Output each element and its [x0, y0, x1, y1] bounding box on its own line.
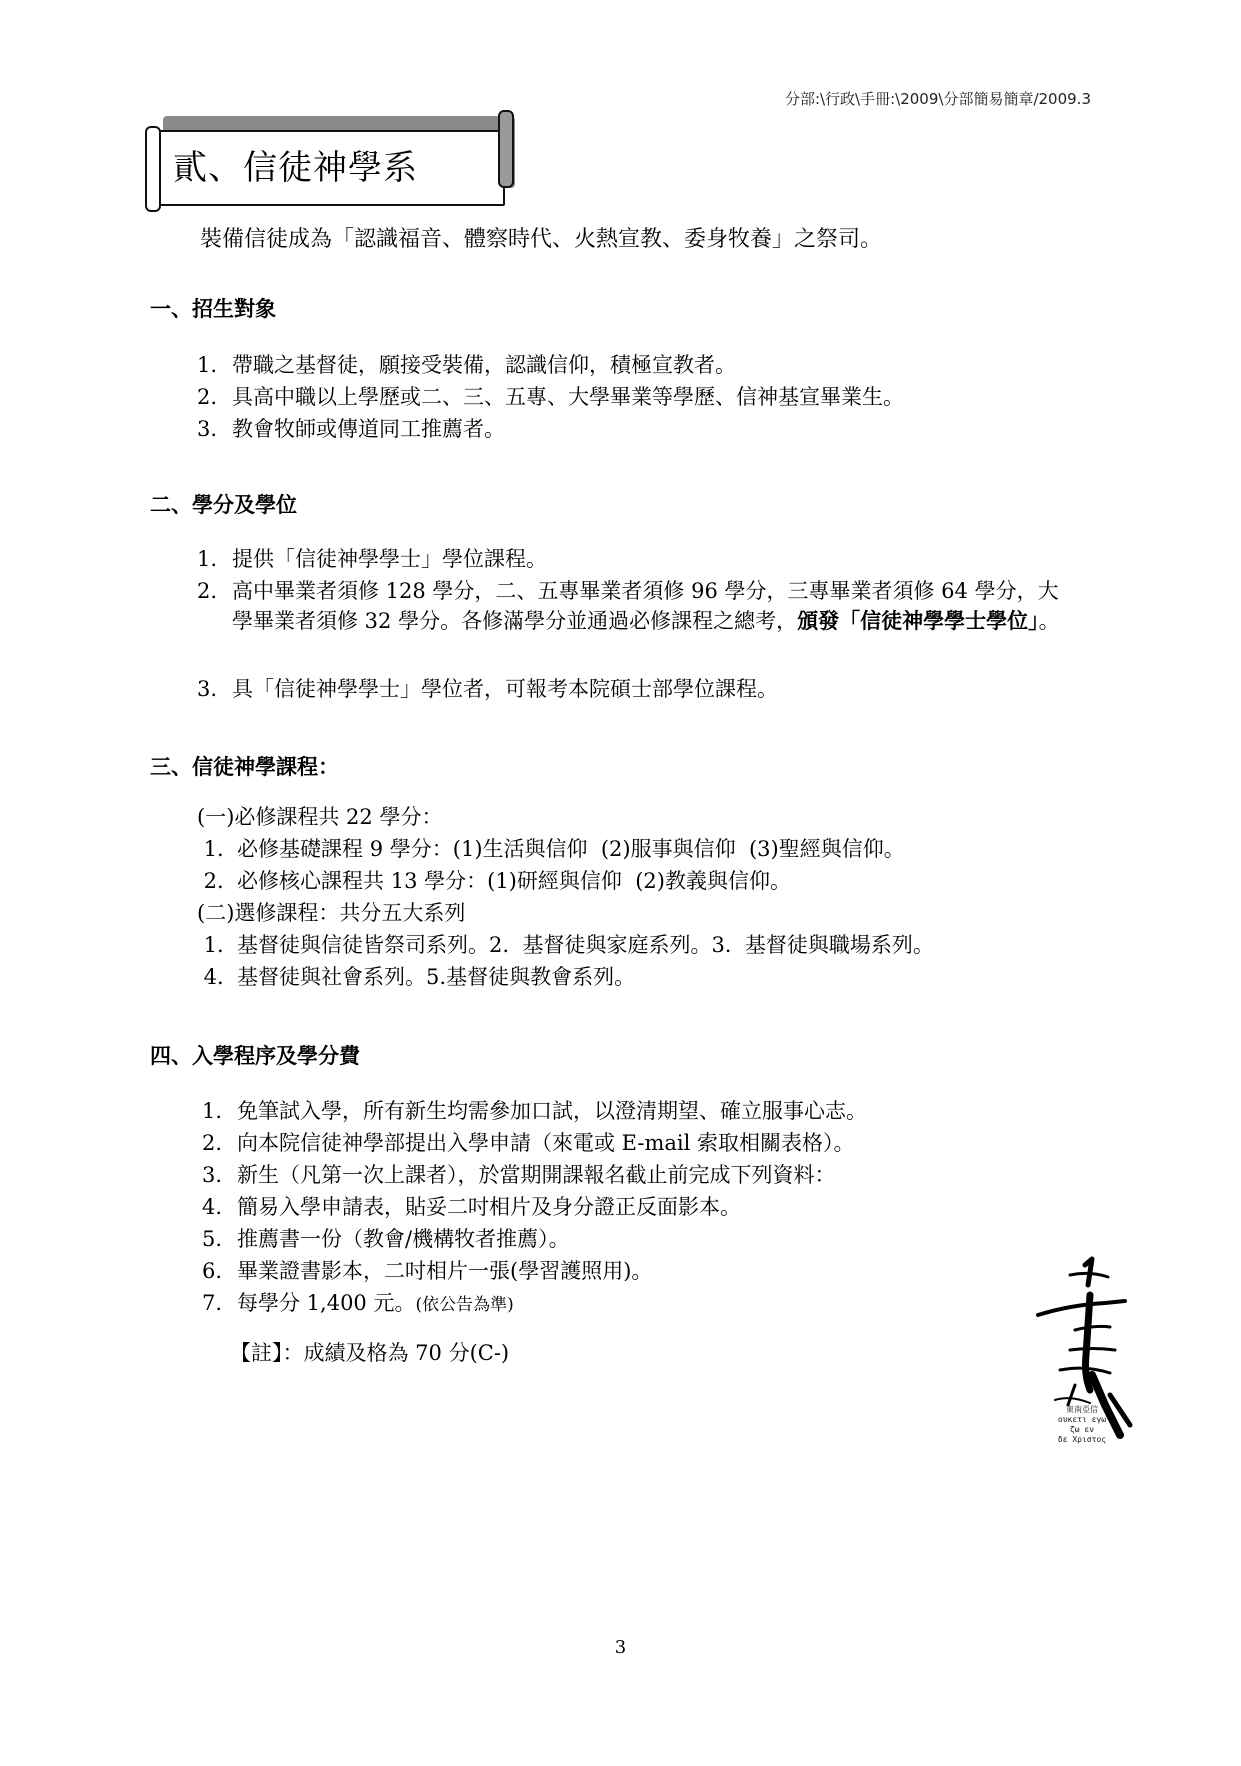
list-item: 7. 每學分 1,400 元。(依公告為準) — [202, 1291, 514, 1315]
list-item: 2. 高中畢業者須修 128 學分，二、五專畢業者須修 96 學分，三專畢業者須修 64 學分，大學畢業者須修 32 學分。各修滿學分並通過必修課程之總考，頒發「信徒神學學士學位」。 — [197, 579, 1060, 633]
section-title-enrollment-fees: 四、入學程序及學分費 — [150, 1044, 360, 1068]
banner-scroll-curl-right — [498, 110, 514, 188]
list-item: 3. 具「信徒神學學士」學位者，可報考本院碩士部學位課程。 — [197, 677, 778, 701]
banner-scroll-curl-left — [145, 126, 161, 212]
list-item: 5. 推薦書一份（教會/機構牧者推薦）。 — [202, 1227, 570, 1251]
note: 【註】：成績及格為 70 分(C-) — [230, 1341, 510, 1365]
list-item: 3. 教會牧師或傳道同工推薦者。 — [197, 417, 505, 441]
banner-title: 貳、信徒神學系 — [173, 148, 418, 188]
list-item: 1. 帶職之基督徒，願接受裝備，認識信仰，積極宣教者。 — [197, 353, 736, 377]
section-title-credits-degree: 二、學分及學位 — [150, 493, 297, 517]
list-item: 1. 免筆試入學，所有新生均需參加口試，以澄清期望、確立服事心志。 — [202, 1099, 867, 1123]
section-title-admission: 一、招生對象 — [150, 297, 276, 321]
curriculum-line: (二)選修課程：共分五大系列 — [197, 901, 466, 925]
section-banner — [145, 108, 520, 213]
curriculum-line: 1. 基督徒與信徒皆祭司系列。2. 基督徒與家庭系列。3. 基督徒與職場系列。 — [197, 933, 934, 957]
list-item: 1. 提供「信徒神學學士」學位課程。 — [197, 547, 547, 571]
curriculum-line: 2. 必修核心課程共 13 學分：(1)研經與信仰 (2)教義與信仰。 — [197, 869, 791, 893]
list-item: 2. 向本院信徒神學部提出入學申請（來電或 E-mail 索取相關表格）。 — [202, 1131, 855, 1155]
curriculum-line: 1. 必修基礎課程 9 學分：(1)生活與信仰 (2)服事與信仰 (3)聖經與信仰。 — [197, 837, 905, 861]
header-file-path: 分部:\行政\手冊:\2009\分部簡易簡章/2009.3 — [784, 90, 1091, 108]
logo-caption: 東南亞信 ουκετι εγω ζω εν δε Χριστος — [1057, 1405, 1107, 1444]
list-item: 6. 畢業證書影本，二吋相片一張(學習護照用)。 — [202, 1259, 653, 1283]
intro-text: 裝備信徒成為「認識福音、體察時代、火熱宣教、委身牧養」之祭司。 — [200, 227, 883, 252]
list-item: 2. 具高中職以上學歷或二、三、五專、大學畢業等學歷、信神基宣畢業生。 — [197, 385, 904, 409]
section-title-curriculum: 三、信徒神學課程： — [150, 755, 339, 779]
list-item: 3. 新生（凡第一次上課者），於當期開課報名截止前完成下列資料： — [202, 1163, 836, 1187]
page-number: 3 — [614, 1637, 627, 1658]
curriculum-line: (一)必修課程共 22 學分： — [197, 805, 443, 829]
list-item: 4. 簡易入學申請表，貼妥二吋相片及身分證正反面影本。 — [202, 1195, 741, 1219]
curriculum-line: 4. 基督徒與社會系列。5.基督徒與教會系列。 — [197, 965, 636, 989]
